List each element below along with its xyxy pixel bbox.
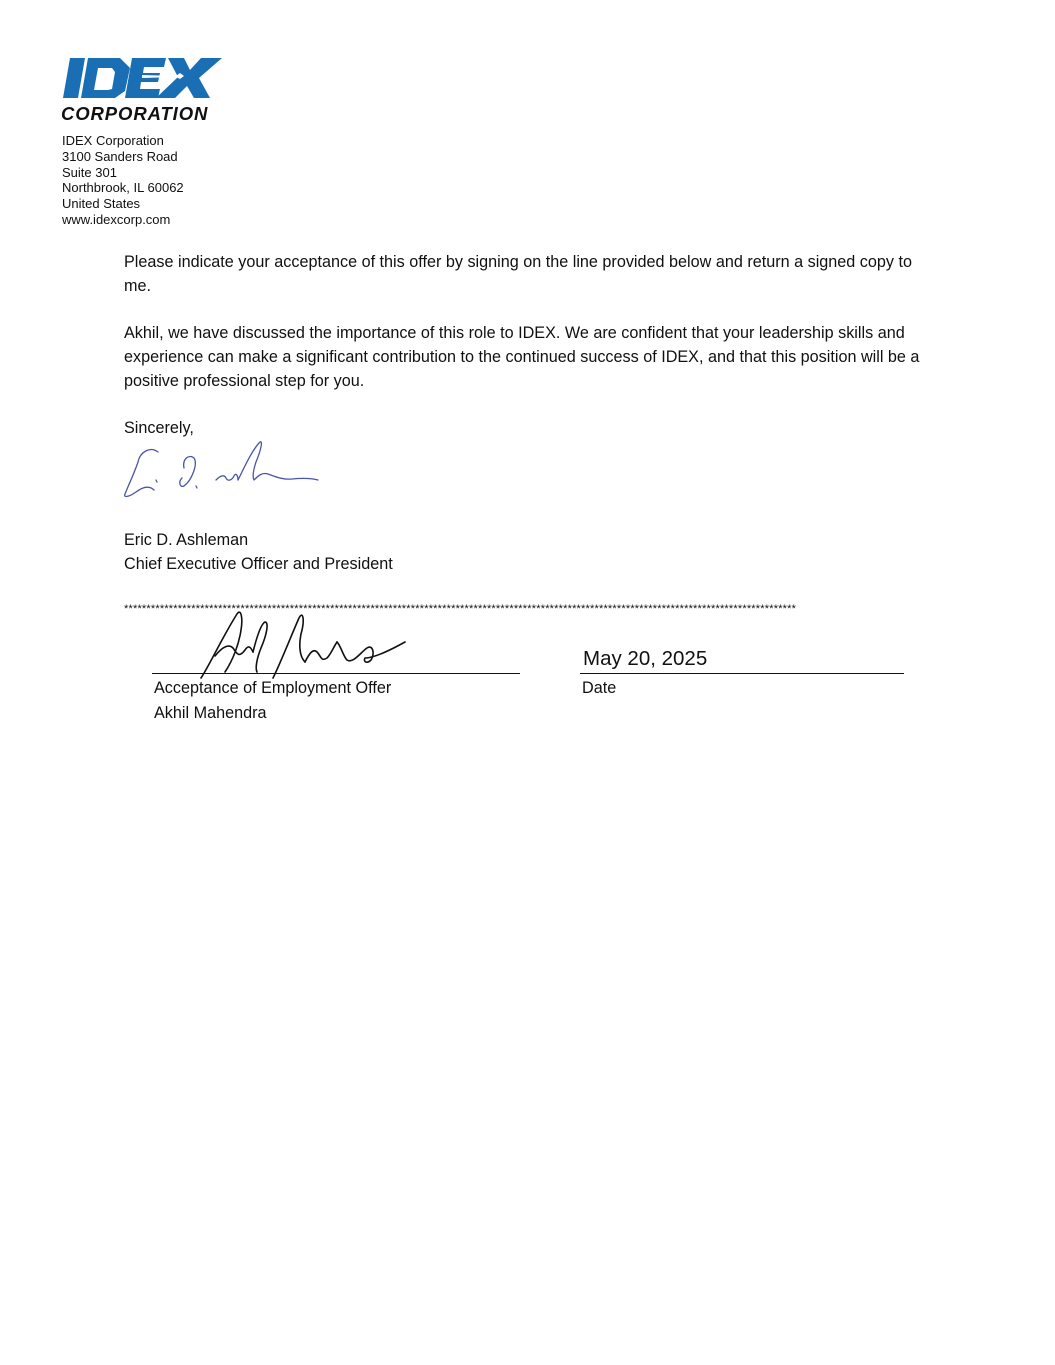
acceptor-name: Akhil Mahendra xyxy=(154,704,267,722)
signer-title: Chief Executive Officer and President xyxy=(124,555,393,573)
date-line xyxy=(580,673,904,674)
address-line: Northbrook, IL 60062 xyxy=(62,180,184,196)
address-line: Suite 301 xyxy=(62,164,117,180)
acceptor-signature xyxy=(195,606,415,684)
ceo-signature xyxy=(120,436,325,502)
idex-logo xyxy=(60,56,224,124)
role-importance-paragraph: Akhil, we have discussed the importance of this role to IDEX. We are confident that your leadership skills and experience can make a significant contribution to the continued success of IDEX, and that this position will be a positive professional step for you. xyxy=(124,324,920,390)
logo-corporation-text: CORPORATION xyxy=(61,103,209,124)
company-address xyxy=(62,133,184,228)
acceptance-label: Acceptance of Employment Offer xyxy=(154,679,392,697)
acceptance-instruction-paragraph: Please indicate your acceptance of this offer by signing on the line provided below and return a signed copy to me. xyxy=(124,253,912,295)
closing-salutation: Sincerely, xyxy=(124,419,194,437)
address-line: 3100 Sanders Road xyxy=(62,148,178,164)
company-website: www.idexcorp.com xyxy=(62,211,171,227)
separator-line: ****************************************************************************************************************************************************** xyxy=(124,603,797,615)
address-line: United States xyxy=(62,196,141,212)
signer-name: Eric D. Ashleman xyxy=(124,531,249,549)
date-label: Date xyxy=(582,679,617,697)
acceptance-date-value: May 20, 2025 xyxy=(583,647,708,670)
address-line: IDEX Corporation xyxy=(62,133,164,148)
